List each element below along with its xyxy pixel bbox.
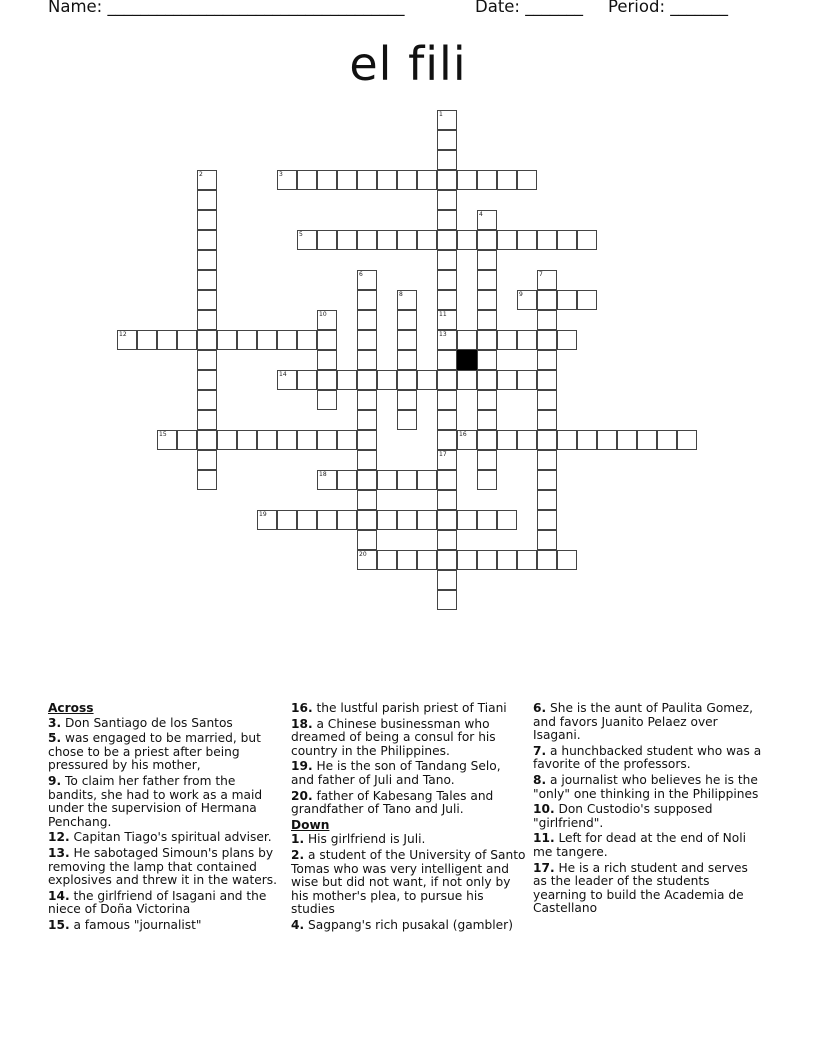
grid-cell[interactable] (297, 510, 317, 530)
grid-cell[interactable] (617, 430, 637, 450)
grid-cell[interactable] (437, 510, 457, 530)
across-clue-5: 5. was engaged to be married, but chose to be a priest after being pressured by his mother, (48, 731, 261, 773)
grid-cell[interactable] (357, 230, 377, 250)
grid-cell[interactable] (437, 250, 457, 270)
across-clue-14: 14. the girlfriend of Isagani and the niece of Doña Victorina (48, 888, 267, 917)
grid-cell[interactable] (437, 470, 457, 490)
clue-number-label: 16 (459, 431, 467, 438)
grid-cell[interactable] (337, 170, 357, 190)
grid-cell[interactable] (357, 350, 377, 370)
grid-cell[interactable] (357, 290, 377, 310)
clue-number-label: 5 (299, 231, 303, 238)
grid-cell[interactable] (437, 310, 457, 330)
grid-cell[interactable] (357, 330, 377, 350)
grid-cell[interactable] (557, 430, 577, 450)
grid-cell[interactable] (377, 230, 397, 250)
grid-cell[interactable] (197, 330, 217, 350)
grid-cell[interactable] (357, 510, 377, 530)
grid-cell[interactable] (197, 370, 217, 390)
down-clue-17: 17. He is a rich student and serves as the leader of the students yearning to build the Academia de Castellano (533, 860, 748, 916)
grid-cell[interactable] (157, 330, 177, 350)
across-clue-13: 13. He sabotaged Simoun's plans by removing the lamp that contained explosives and threw it in the waters. (48, 845, 277, 888)
grid-cell[interactable] (537, 430, 557, 450)
grid-cell[interactable] (197, 170, 217, 190)
grid-cell[interactable] (477, 270, 497, 290)
grid-cell[interactable] (257, 430, 277, 450)
grid-cell[interactable] (157, 430, 177, 450)
grid-cell[interactable] (537, 330, 557, 350)
grid-cell[interactable] (437, 210, 457, 230)
grid-cell[interactable] (437, 450, 457, 470)
grid-cell[interactable] (437, 390, 457, 410)
grid-cell[interactable] (537, 450, 557, 470)
grid-cell[interactable] (477, 250, 497, 270)
grid-cell[interactable] (397, 330, 417, 350)
grid-cell[interactable] (357, 530, 377, 550)
down-heading: Down (291, 817, 330, 832)
grid-cell[interactable] (597, 430, 617, 450)
grid-cell[interactable] (477, 330, 497, 350)
grid-cell[interactable] (357, 410, 377, 430)
grid-cell[interactable] (197, 410, 217, 430)
grid-cell[interactable] (357, 170, 377, 190)
grid-cell[interactable] (337, 370, 357, 390)
grid-cell[interactable] (477, 450, 497, 470)
grid-cell[interactable] (537, 530, 557, 550)
grid-cell[interactable] (497, 230, 517, 250)
grid-cell[interactable] (397, 410, 417, 430)
down-clue-1: 1. His girlfriend is Juli. (291, 832, 426, 847)
across-heading: Across (48, 701, 94, 715)
grid-cell[interactable] (197, 210, 217, 230)
grid-cell[interactable] (197, 450, 217, 470)
grid-cell[interactable] (197, 390, 217, 410)
grid-cell[interactable] (357, 470, 377, 490)
across-clue-18: 18. a Chinese businessman who dreamed of being a consul for his country in the Philippines. (291, 716, 496, 758)
grid-cell[interactable] (677, 430, 697, 450)
grid-cell[interactable] (317, 510, 337, 530)
down-clue-10: 10. Don Custodio's supposed "girlfriend". (533, 802, 713, 830)
grid-cell[interactable] (417, 510, 437, 530)
grid-cell[interactable] (457, 430, 477, 450)
grid-cell[interactable] (397, 230, 417, 250)
grid-cell[interactable] (397, 370, 417, 390)
grid-cell[interactable] (437, 570, 457, 590)
grid-cell[interactable] (357, 370, 377, 390)
grid-cell[interactable] (377, 470, 397, 490)
grid-cell[interactable] (357, 270, 377, 290)
grid-cell[interactable] (437, 270, 457, 290)
puzzle-title: el fili (349, 37, 467, 91)
clue-number-label: 8 (399, 291, 403, 298)
grid-cell[interactable] (177, 430, 197, 450)
down-clue-2: 2. a student of the University of Santo Tomas who was very intelligent and wise but did not want, if not only by his mother's plea, to pursue his studies (291, 847, 526, 917)
grid-cell[interactable] (537, 310, 557, 330)
grid-cell[interactable] (457, 230, 477, 250)
grid-cell[interactable] (397, 350, 417, 370)
grid-cell[interactable] (197, 470, 217, 490)
grid-cell[interactable] (497, 550, 517, 570)
grid-cell[interactable] (437, 370, 457, 390)
grid-cell[interactable] (517, 330, 537, 350)
down-clue-11: 11. Left for dead at the end of Noli me tangere. (533, 831, 747, 859)
clue-number-label: 19 (259, 511, 267, 518)
clues-column-2 (291, 702, 527, 935)
grid-cell[interactable] (477, 390, 497, 410)
grid-cell[interactable] (377, 510, 397, 530)
clue-number-label: 6 (359, 271, 363, 278)
grid-cell[interactable] (437, 290, 457, 310)
grid-cell[interactable] (537, 550, 557, 570)
across-clue-19: 19. He is the son of Tandang Selo, and father of Juli and Tano. (291, 759, 501, 787)
grid-cell[interactable] (377, 370, 397, 390)
across-clue-20: 20. father of Kabesang Tales and grandfather of Tano and Juli. (291, 788, 494, 817)
clue-number-label: 2 (199, 171, 203, 178)
grid-cell[interactable] (637, 430, 657, 450)
grid-cell[interactable] (317, 430, 337, 450)
grid-cell[interactable] (517, 170, 537, 190)
grid-cell[interactable] (537, 410, 557, 430)
grid-cell[interactable] (417, 550, 437, 570)
grid-cell[interactable] (397, 290, 417, 310)
grid-cell[interactable] (477, 230, 497, 250)
grid-cell[interactable] (477, 410, 497, 430)
across-clue-16: 16. the lustful parish priest of Tiani (291, 701, 507, 715)
grid-cell[interactable] (457, 550, 477, 570)
grid-cell[interactable] (537, 370, 557, 390)
grid-cell[interactable] (357, 390, 377, 410)
grid-cell[interactable] (317, 370, 337, 390)
grid-cell[interactable] (437, 490, 457, 510)
grid-cell[interactable] (277, 330, 297, 350)
down-clue-6: 6. She is the aunt of Paulita Gomez, and favors Juanito Pelaez over Isagani. (533, 701, 753, 743)
grid-cell[interactable] (197, 250, 217, 270)
date-field[interactable]: Date: _______ (475, 0, 583, 16)
grid-cell[interactable] (397, 470, 417, 490)
grid-cell[interactable] (497, 430, 517, 450)
grid-cell[interactable] (197, 310, 217, 330)
grid-cell[interactable] (477, 550, 497, 570)
grid-cell[interactable] (497, 510, 517, 530)
grid-cell[interactable] (317, 230, 337, 250)
clue-number-label: 12 (119, 331, 127, 338)
grid-cell[interactable] (557, 330, 577, 350)
grid-cell[interactable] (437, 190, 457, 210)
grid-cell[interactable] (517, 430, 537, 450)
grid-cell[interactable] (437, 230, 457, 250)
name-field[interactable]: Name: ____________________________________ (48, 0, 405, 16)
grid-cell[interactable] (497, 330, 517, 350)
grid-cell[interactable] (557, 230, 577, 250)
grid-cell[interactable] (457, 510, 477, 530)
grid-cell[interactable] (357, 490, 377, 510)
grid-cell[interactable] (197, 230, 217, 250)
grid-cell[interactable] (457, 330, 477, 350)
clues-column-1 (48, 702, 284, 935)
grid-cell[interactable] (497, 370, 517, 390)
grid-cell[interactable] (317, 310, 337, 330)
clue-number-label: 9 (519, 291, 523, 298)
clue-number-label: 13 (439, 331, 447, 338)
grid-cell[interactable] (277, 370, 297, 390)
clues-column-3 (533, 702, 765, 918)
down-clue-4: 4. Sagpang's rich pusakal (gambler) (291, 917, 513, 932)
clue-number-label: 20 (359, 551, 367, 558)
across-clue-15: 15. a famous "journalist" (48, 917, 202, 932)
grid-cell[interactable] (437, 530, 457, 550)
grid-cell[interactable] (537, 490, 557, 510)
grid-cell[interactable] (537, 390, 557, 410)
clue-number-label: 11 (439, 311, 447, 318)
clue-number-label: 15 (159, 431, 167, 438)
grid-cell[interactable] (437, 430, 457, 450)
grid-cell[interactable] (477, 310, 497, 330)
grid-cell[interactable] (437, 410, 457, 430)
grid-cell[interactable] (237, 430, 257, 450)
grid-cell[interactable] (317, 350, 337, 370)
blocked-cell (457, 350, 477, 370)
grid-cell[interactable] (437, 350, 457, 370)
clue-number-label: 18 (319, 471, 327, 478)
grid-cell[interactable] (397, 510, 417, 530)
grid-cell[interactable] (277, 170, 297, 190)
grid-cell[interactable] (137, 330, 157, 350)
grid-cell[interactable] (437, 130, 457, 150)
across-clue-12: 12. Capitan Tiago's spiritual adviser. (48, 830, 272, 845)
grid-cell[interactable] (577, 290, 597, 310)
grid-cell[interactable] (477, 210, 497, 230)
grid-cell[interactable] (517, 550, 537, 570)
grid-cell[interactable] (437, 150, 457, 170)
grid-cell[interactable] (437, 330, 457, 350)
grid-cell[interactable] (357, 450, 377, 470)
grid-cell[interactable] (477, 170, 497, 190)
grid-cell[interactable] (297, 230, 317, 250)
grid-cell[interactable] (417, 470, 437, 490)
grid-cell[interactable] (197, 190, 217, 210)
grid-cell[interactable] (557, 550, 577, 570)
grid-cell[interactable] (417, 170, 437, 190)
grid-cell[interactable] (397, 310, 417, 330)
grid-cell[interactable] (237, 330, 257, 350)
grid-cell[interactable] (197, 430, 217, 450)
grid-cell[interactable] (477, 470, 497, 490)
grid-cell[interactable] (297, 330, 317, 350)
grid-cell[interactable] (317, 170, 337, 190)
grid-cell[interactable] (477, 430, 497, 450)
grid-cell[interactable] (317, 470, 337, 490)
down-clue-7: 7. a hunchbacked student who was a favorite of the professors. (533, 743, 762, 772)
grid-cell[interactable] (217, 430, 237, 450)
grid-cell[interactable] (197, 290, 217, 310)
grid-cell[interactable] (537, 270, 557, 290)
grid-cell[interactable] (517, 290, 537, 310)
grid-cell[interactable] (357, 310, 377, 330)
across-clue-3: 3. Don Santiago de los Santos (48, 715, 233, 730)
grid-cell[interactable] (177, 330, 197, 350)
grid-cell[interactable] (397, 170, 417, 190)
grid-cell[interactable] (377, 550, 397, 570)
clue-number-label: 17 (439, 451, 447, 458)
grid-cell[interactable] (437, 550, 457, 570)
grid-cell[interactable] (397, 550, 417, 570)
grid-cell[interactable] (537, 230, 557, 250)
grid-cell[interactable] (337, 470, 357, 490)
grid-cell[interactable] (417, 230, 437, 250)
grid-cell[interactable] (257, 510, 277, 530)
across-clue-9: 9. To claim her father from the bandits, she had to work as a maid under the supervision of Hermana Penchang. (48, 773, 263, 829)
grid-cell[interactable] (537, 290, 557, 310)
grid-cell[interactable] (537, 510, 557, 530)
grid-cell[interactable] (337, 430, 357, 450)
grid-cell[interactable] (477, 370, 497, 390)
grid-cell[interactable] (217, 330, 237, 350)
grid-cell[interactable] (317, 390, 337, 410)
grid-cell[interactable] (297, 370, 317, 390)
grid-cell[interactable] (357, 550, 377, 570)
grid-cell[interactable] (537, 470, 557, 490)
grid-cell[interactable] (517, 230, 537, 250)
grid-cell[interactable] (537, 350, 557, 370)
grid-cell[interactable] (437, 170, 457, 190)
grid-cell[interactable] (657, 430, 677, 450)
grid-cell[interactable] (577, 430, 597, 450)
grid-cell[interactable] (197, 270, 217, 290)
grid-cell[interactable] (317, 330, 337, 350)
grid-cell[interactable] (497, 170, 517, 190)
grid-cell[interactable] (517, 370, 537, 390)
clue-number-label: 14 (279, 371, 287, 378)
grid-cell[interactable] (337, 510, 357, 530)
grid-cell[interactable] (477, 510, 497, 530)
grid-cell[interactable] (277, 510, 297, 530)
clue-number-label: 4 (479, 211, 483, 218)
grid-cell[interactable] (377, 170, 397, 190)
clue-number-label: 3 (279, 171, 283, 178)
grid-cell[interactable] (477, 350, 497, 370)
grid-cell[interactable] (577, 230, 597, 250)
grid-cell[interactable] (417, 370, 437, 390)
grid-cell[interactable] (397, 390, 417, 410)
clue-number-label: 10 (319, 311, 327, 318)
grid-cell[interactable] (297, 170, 317, 190)
grid-cell[interactable] (297, 430, 317, 450)
down-clue-8: 8. a journalist who believes he is the "only" one thinking in the Philippines (533, 772, 759, 801)
grid-cell[interactable] (477, 290, 497, 310)
grid-cell[interactable] (337, 230, 357, 250)
clue-number-label: 7 (539, 271, 543, 278)
grid-cell[interactable] (457, 370, 477, 390)
grid-cell[interactable] (257, 330, 277, 350)
clue-number-label: 1 (439, 111, 443, 118)
grid-cell[interactable] (197, 350, 217, 370)
period-field[interactable]: Period: _______ (608, 0, 729, 16)
grid-cell[interactable] (437, 590, 457, 610)
grid-cell[interactable] (117, 330, 137, 350)
grid-cell[interactable] (437, 110, 457, 130)
grid-cell[interactable] (357, 430, 377, 450)
grid-cell[interactable] (457, 170, 477, 190)
grid-cell[interactable] (557, 290, 577, 310)
grid-cell[interactable] (277, 430, 297, 450)
